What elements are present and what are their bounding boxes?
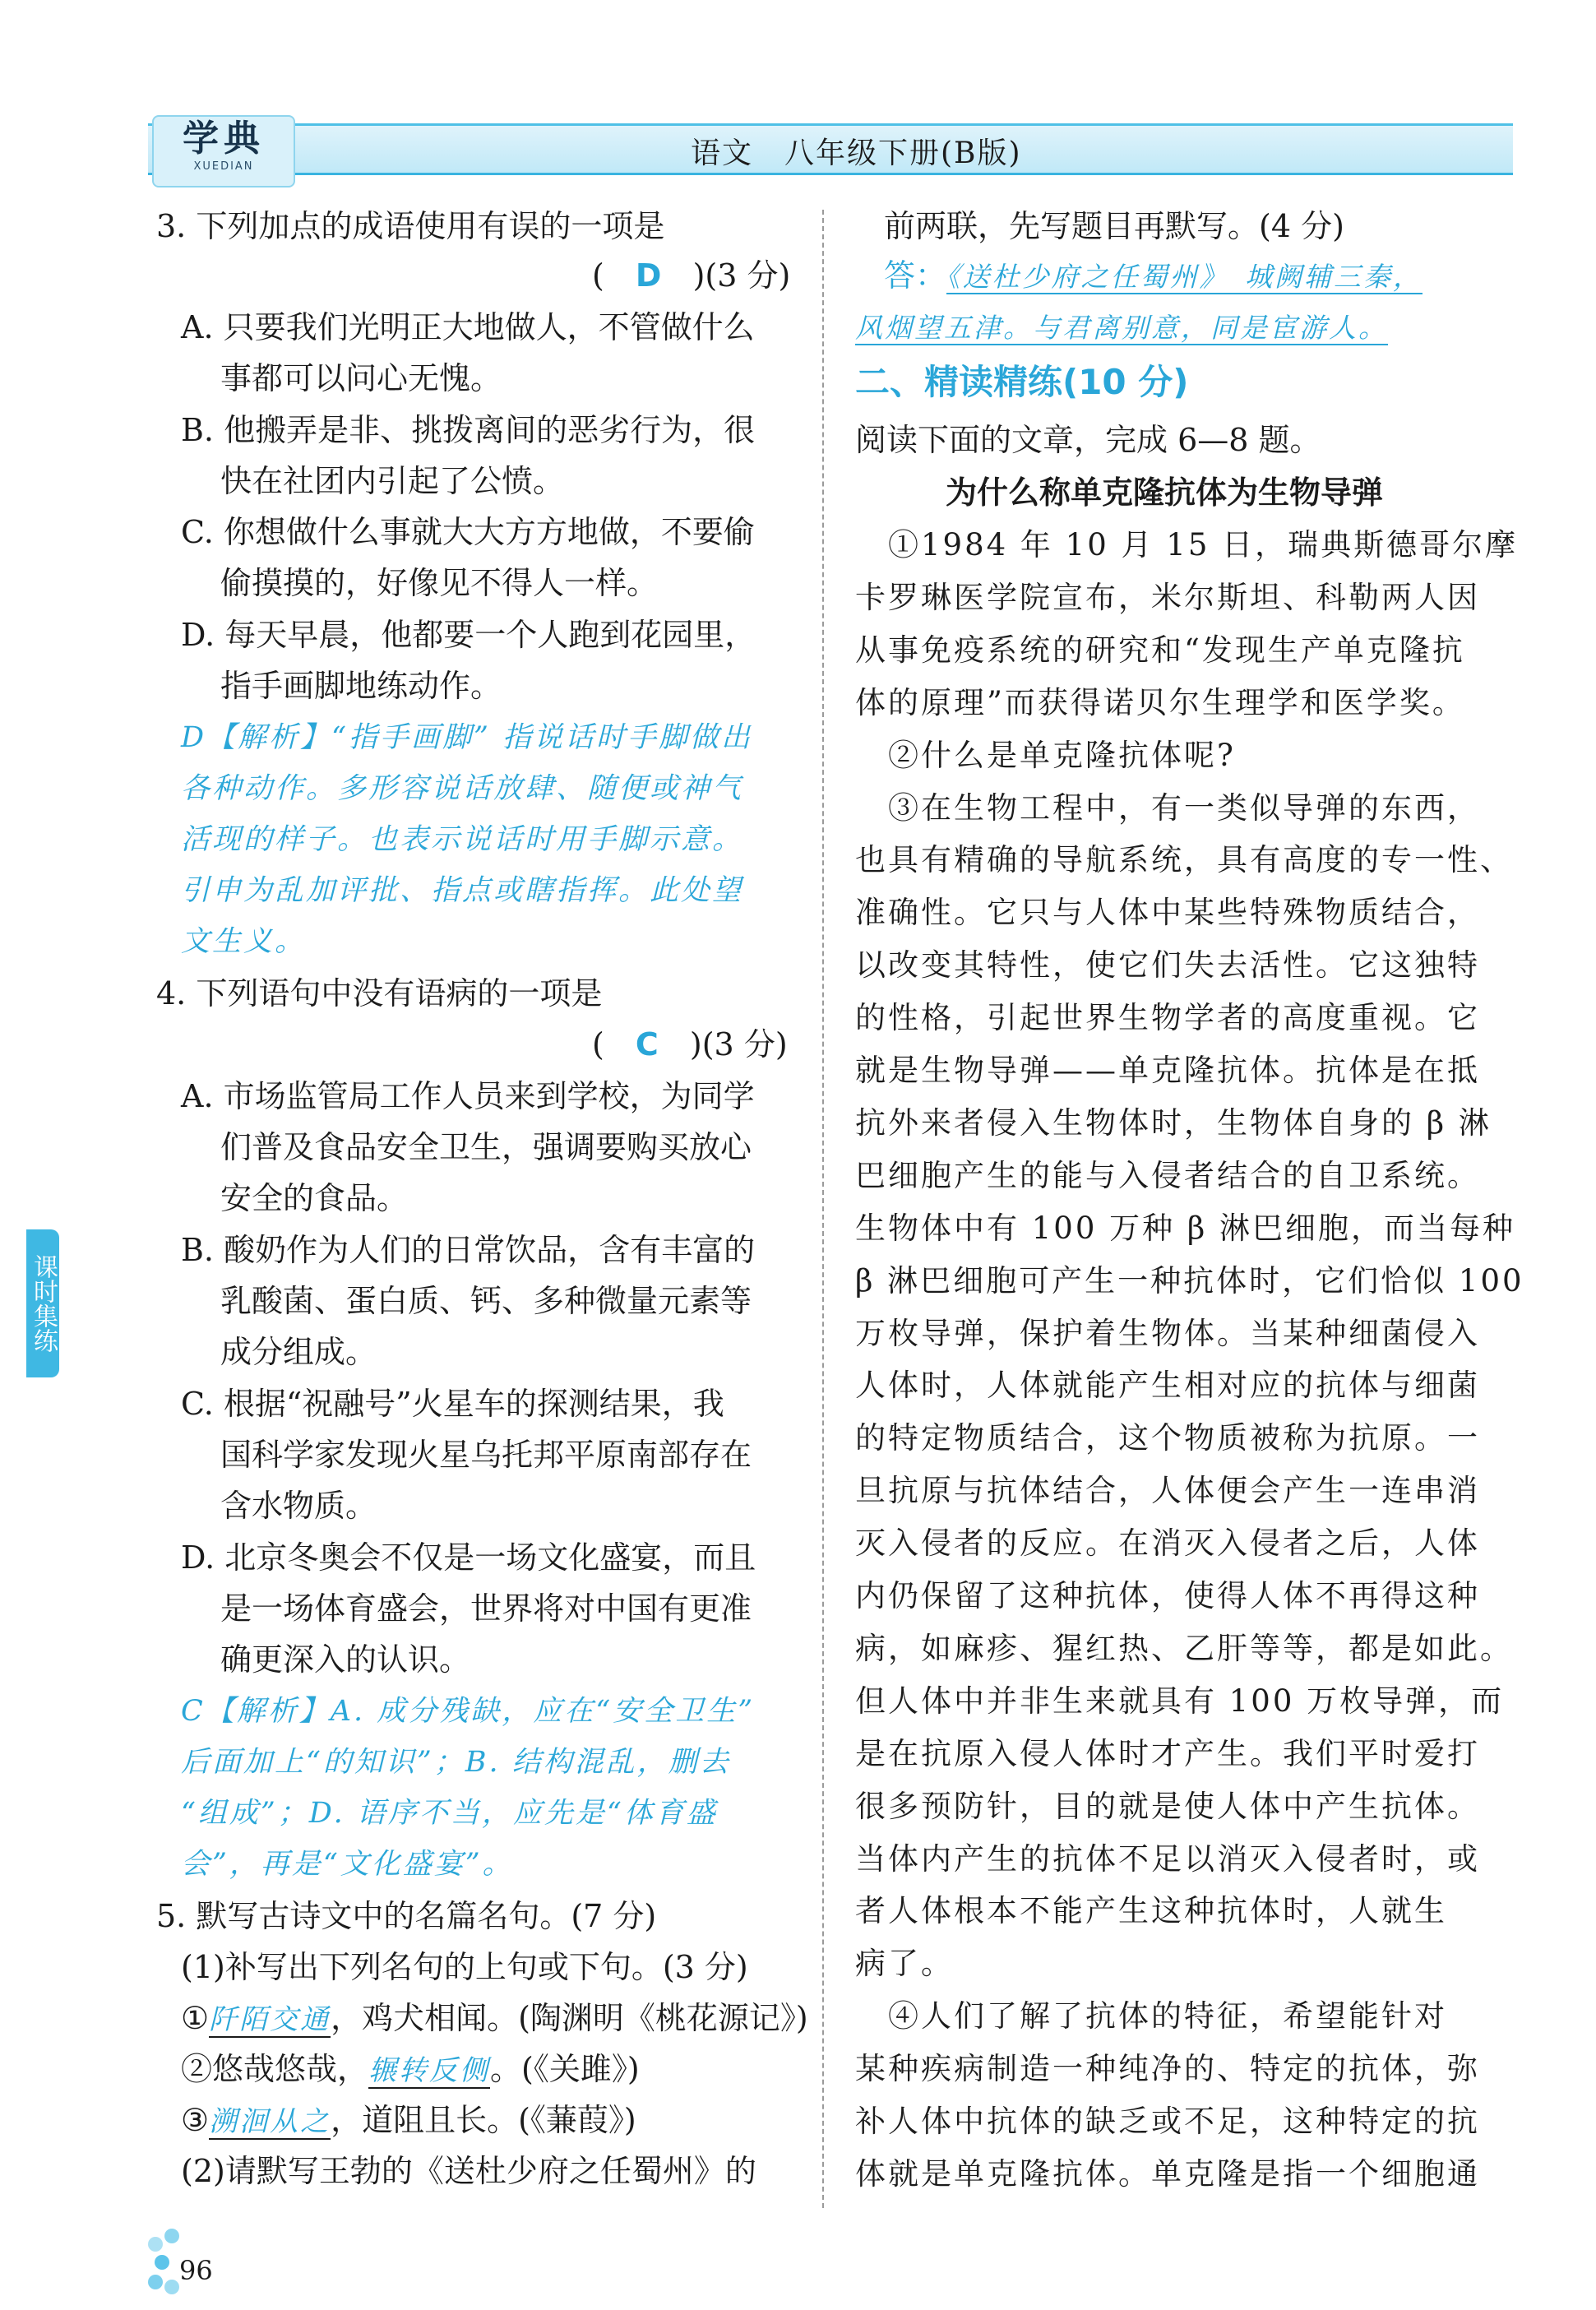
q3-stem: 3. 下列加点的成语使用有误的一项是: [156, 208, 665, 244]
q5-answer-1: [884, 257, 1423, 296]
item-text: 。(《关雎》): [490, 2051, 640, 2087]
q5-sub1: (1)补写出下列名句的上句或下句。(3 分): [181, 1949, 748, 1985]
q5-item-2: [181, 2050, 640, 2090]
q3-option-a-cont: 事都可以问心无愧。: [220, 360, 502, 396]
decor-dot: [148, 2237, 163, 2252]
article-line: 的特定物质结合，这个物质被称为抗原。一: [855, 1420, 1480, 1456]
q5-answer-text-1: 《送杜少府之任蜀州》 城阙辅三秦，: [946, 261, 1423, 293]
publisher-logo: [152, 115, 295, 187]
reading-instructions: 阅读下面的文章，完成 6—8 题。: [855, 422, 1321, 458]
q4-explanation-4: 会”，再是“文化盛宴”。: [181, 1848, 514, 1881]
q5-item-3: [181, 2101, 636, 2141]
article-line: 卡罗琳医学院宣布，米尔斯坦、科勒两人因: [855, 579, 1480, 615]
article-line: 从事免疫系统的研究和“发现生产单克隆抗: [855, 632, 1465, 668]
q3-option-a: [181, 308, 755, 346]
q4-option-a: A. 市场监管局工作人员来到学校，为同学: [181, 1078, 755, 1114]
q3-explanation-4: 引申为乱加评批、指点或瞎指挥。此处望: [181, 874, 744, 907]
logo-text: 学典: [183, 118, 265, 160]
article-line: 很多预防针，目的就是使人体中产生抗体。: [855, 1788, 1480, 1824]
article-line: 旦抗原与抗体结合，人体便会产生一连串消: [855, 1473, 1480, 1509]
article-line: 人体时，人体就能产生相对应的抗体与细菌: [855, 1368, 1480, 1404]
article-line: 者人体根本不能产生这种抗体时，人就生: [855, 1893, 1447, 1929]
article-line: 灭入侵者的反应。在消灭入侵者之后，人体: [855, 1525, 1480, 1562]
paren: (: [592, 1026, 604, 1062]
article-line: 某种疾病制造一种纯净的、特定的抗体，弥: [855, 2051, 1480, 2087]
article-line: 体的原理”而获得诺贝尔生理学和医学奖。: [855, 684, 1465, 720]
article-title: 为什么称单克隆抗体为生物导弹: [946, 474, 1384, 511]
article-line: ①1984 年 10 月 15 日，瑞典斯德哥尔摩: [855, 527, 1519, 562]
q3-option-a-line1: A. 只要我们光明正大地做人，不管做什么: [181, 309, 755, 345]
paren: (: [592, 257, 604, 294]
article-line: 准确性。它只与人体中某些特殊物质结合，: [855, 895, 1480, 931]
article-line: ④人们了解了抗体的特征，希望能针对: [855, 1998, 1447, 2035]
q3-explanation-3: 活现的样子。也表示说话时用手脚示意。: [181, 823, 744, 856]
q5-sub2-cont: 前两联，先写题目再默写。(4 分): [884, 208, 1344, 244]
q5-item-3-answer: 溯洄从之: [209, 2105, 331, 2138]
item-text: ②悠哉悠哉，: [181, 2051, 369, 2087]
article-line: 巴细胞产生的能与入侵者结合的自卫系统。: [855, 1157, 1480, 1193]
q4-explanation-2: 后面加上“的知识”；B. 结构混乱，删去: [181, 1746, 731, 1779]
article-line: 生物体中有 100 万种 β 淋巴细胞，而当每种: [855, 1210, 1516, 1246]
logo-subtext: XUEDIAN: [193, 160, 254, 173]
q4-option-c: C. 根据“祝融号”火星车的探测结果，我: [181, 1386, 724, 1422]
q4-explanation-1: C【解析】A. 成分残缺，应在“安全卫生”: [181, 1695, 756, 1728]
page-number: 96: [179, 2255, 213, 2286]
q4-option-a-cont2: 安全的食品。: [220, 1180, 409, 1216]
article-line: 补人体中抗体的缺乏或不足，这种特定的抗: [855, 2104, 1480, 2139]
q3-answer: D: [635, 257, 662, 294]
q5-answer-text-2: 风烟望五津。与君离别意，同是宦游人。: [855, 312, 1388, 344]
article-line: ②什么是单克隆抗体呢?: [855, 737, 1236, 773]
q3-option-d: D. 每天早晨，他都要一个人跑到花园里，: [181, 617, 756, 653]
article-line: 病，如麻疹、猩红热、乙肝等等，都是如此。: [855, 1630, 1513, 1666]
section-2-title: 二、精读精练(10 分): [855, 362, 1189, 402]
article-line: 是在抗原入侵人体时才产生。我们平时爱打: [855, 1735, 1480, 1771]
q4-stem: 4. 下列语句中没有语病的一项是: [156, 975, 603, 1011]
article-line: 当体内产生的抗体不足以消灭入侵者时，或: [855, 1840, 1480, 1877]
q4-option-c-cont2: 含水物质。: [220, 1488, 377, 1524]
q4-answer-line: [592, 1025, 788, 1063]
decor-dot: [164, 2229, 179, 2243]
article-line: 内仍保留了这种抗体，使得人体不再得这种: [855, 1578, 1480, 1613]
q5-sub2: (2)请默写王勃的《送杜少府之任蜀州》的: [181, 2153, 756, 2189]
article-line: 的性格，引起世界生物学者的高度重视。它: [855, 1000, 1480, 1036]
q5-item-1: [181, 1999, 808, 2039]
q5-stem: 5. 默写古诗文中的名篇名句。(7 分): [156, 1898, 657, 1934]
column-divider: [822, 210, 824, 2208]
q3-option-c: C. 你想做什么事就大大方方地做，不要偷: [181, 514, 755, 550]
article-line: 但人体中并非生来就具有 100 万枚导弹，而: [855, 1683, 1505, 1719]
answer-label: 答：: [884, 257, 947, 294]
item-number: ①: [181, 2000, 210, 2036]
q3-explanation-1: D【解析】“指手画脚” 指说话时手脚做出: [181, 721, 752, 754]
q5-answer-2: [855, 308, 1388, 347]
book-title: 语文 八年级下册(B版): [691, 137, 1022, 170]
decor-dot: [148, 2275, 163, 2289]
article-line: 以改变其特性，使它们失去活性。它这独特: [855, 947, 1480, 984]
q4-option-d-cont1: 是一场体育盛会，世界将对中国有更准: [220, 1590, 752, 1627]
item-text: ，道阻且长。(《蒹葭》): [331, 2102, 636, 2138]
q3-option-c-cont: 偷摸摸的，好像见不得人一样。: [220, 565, 659, 601]
q3-option-b-cont: 快在社团内引起了公愤。: [220, 463, 565, 499]
q3-option-d-cont: 指手画脚地练动作。: [220, 668, 502, 704]
article-line: 就是生物导弹——单克隆抗体。抗体是在抵: [855, 1053, 1480, 1088]
q4-option-d-cont2: 确更深入的认识。: [220, 1641, 471, 1678]
q4-answer: C: [635, 1026, 659, 1062]
q4-score: )(3 分): [689, 1026, 788, 1062]
article-line: 万枚导弹，保护着生物体。当某种细菌侵入: [855, 1315, 1480, 1351]
q3-explanation-5: 文生义。: [181, 925, 307, 958]
decor-dot: [164, 2280, 179, 2294]
q4-option-b: B. 酸奶作为人们的日常饮品，含有丰富的: [181, 1232, 756, 1268]
article-line: 也具有精确的导航系统，具有高度的专一性、: [855, 842, 1513, 878]
q4-option-b-cont2: 成分组成。: [220, 1334, 377, 1370]
q4-explanation-3: “组成”；D. 语序不当，应先是“体育盛: [181, 1797, 718, 1830]
decor-dot: [155, 2255, 169, 2270]
q3-option-b: B. 他搬弄是非、挑拨离间的恶劣行为，很: [181, 412, 756, 448]
q4-option-a-cont1: 们普及食品安全卫生，强调要购买放心: [220, 1129, 752, 1165]
header-rule: [148, 173, 1513, 175]
q4-option-b-cont1: 乳酸菌、蛋白质、钙、多种微量元素等: [220, 1283, 752, 1319]
q3-explanation-2: 各种动作。多形容说话放肆、随便或神气: [181, 772, 744, 805]
q5-item-1-answer: 阡陌交通: [209, 2003, 331, 2036]
q4-option-d: D. 北京冬奥会不仅是一场文化盛宴，而且: [181, 1539, 756, 1576]
article-line: β 淋巴细胞可产生一种抗体时，它们恰似 100: [855, 1262, 1524, 1299]
article-line: ③在生物工程中，有一类似导弹的东西，: [855, 789, 1480, 826]
q4-option-c-cont1: 国科学家发现火星乌托邦平原南部存在: [220, 1437, 752, 1473]
item-number: ③: [181, 2102, 210, 2138]
item-text: ，鸡犬相闻。(陶渊明《桃花源记》): [331, 2000, 808, 2036]
article-line: 体就是单克隆抗体。单克隆是指一个细胞通: [855, 2155, 1480, 2192]
q3-answer-line: [592, 257, 790, 294]
article-line: 抗外来者侵入生物体时，生物体自身的 β 淋: [855, 1104, 1492, 1141]
side-tab: 课时集练: [26, 1229, 59, 1377]
q3-score: )(3 分): [692, 257, 791, 294]
q5-item-2-answer: 辗转反侧: [368, 2054, 491, 2087]
article-line: 病了。: [855, 1946, 954, 1982]
corner-decoration: [148, 2229, 181, 2294]
